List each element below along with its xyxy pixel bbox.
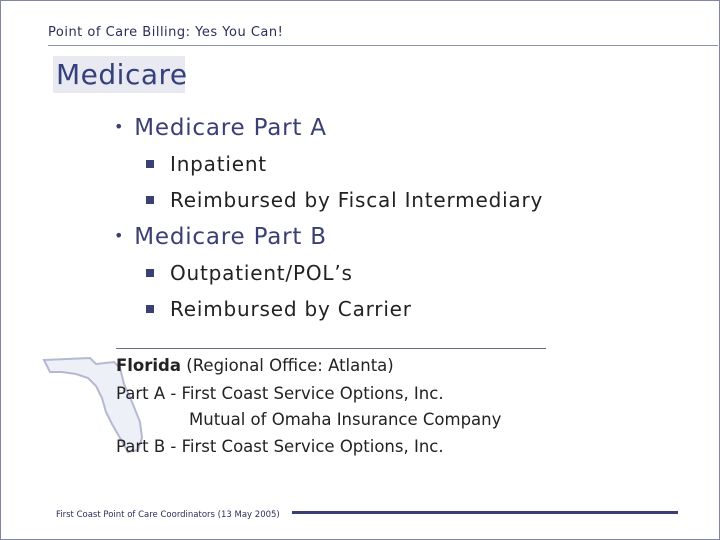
sub-item-inpatient xyxy=(146,152,267,176)
bullet-dot-icon: • xyxy=(114,117,125,136)
bullet-part-b xyxy=(114,224,327,250)
header-divider xyxy=(48,45,718,46)
footer-text: First Coast Point of Care Coordinators (13 May 2005) xyxy=(56,510,280,520)
sub-item-label: Outpatient/POL’s xyxy=(170,261,353,285)
regional-office: (Regional Office: Atlanta) xyxy=(186,356,394,375)
slide-header: Point of Care Billing: Yes You Can! xyxy=(48,25,284,40)
info-part-a-line: Part A - First Coast Service Options, Inc. xyxy=(116,384,444,403)
sub-item-label: Reimbursed by Carrier xyxy=(170,297,412,321)
footer-rule xyxy=(292,511,678,514)
sub-item-label: Reimbursed by Fiscal Intermediary xyxy=(170,188,544,212)
bullet-part-a xyxy=(114,115,327,141)
page-title: Medicare xyxy=(56,58,188,91)
sub-item-outpatient xyxy=(146,261,353,285)
sub-item-label: Inpatient xyxy=(170,152,267,176)
sub-item-carrier xyxy=(146,297,412,321)
info-part-a-line2: Mutual of Omaha Insurance Company xyxy=(189,410,502,429)
bullet-part-a-label: Medicare Part A xyxy=(134,115,327,141)
square-bullet-icon xyxy=(146,305,154,313)
info-state-line xyxy=(116,356,394,375)
sub-item-fiscal-intermediary xyxy=(146,188,543,212)
state-name: Florida xyxy=(116,356,182,375)
bullet-part-b-label: Medicare Part B xyxy=(134,224,327,250)
bullet-dot-icon: • xyxy=(114,226,125,245)
info-part-b-line: Part B - First Coast Service Options, Inc. xyxy=(116,437,444,456)
section-divider xyxy=(116,348,546,349)
square-bullet-icon xyxy=(146,160,154,168)
square-bullet-icon xyxy=(146,196,154,204)
square-bullet-icon xyxy=(146,269,154,277)
